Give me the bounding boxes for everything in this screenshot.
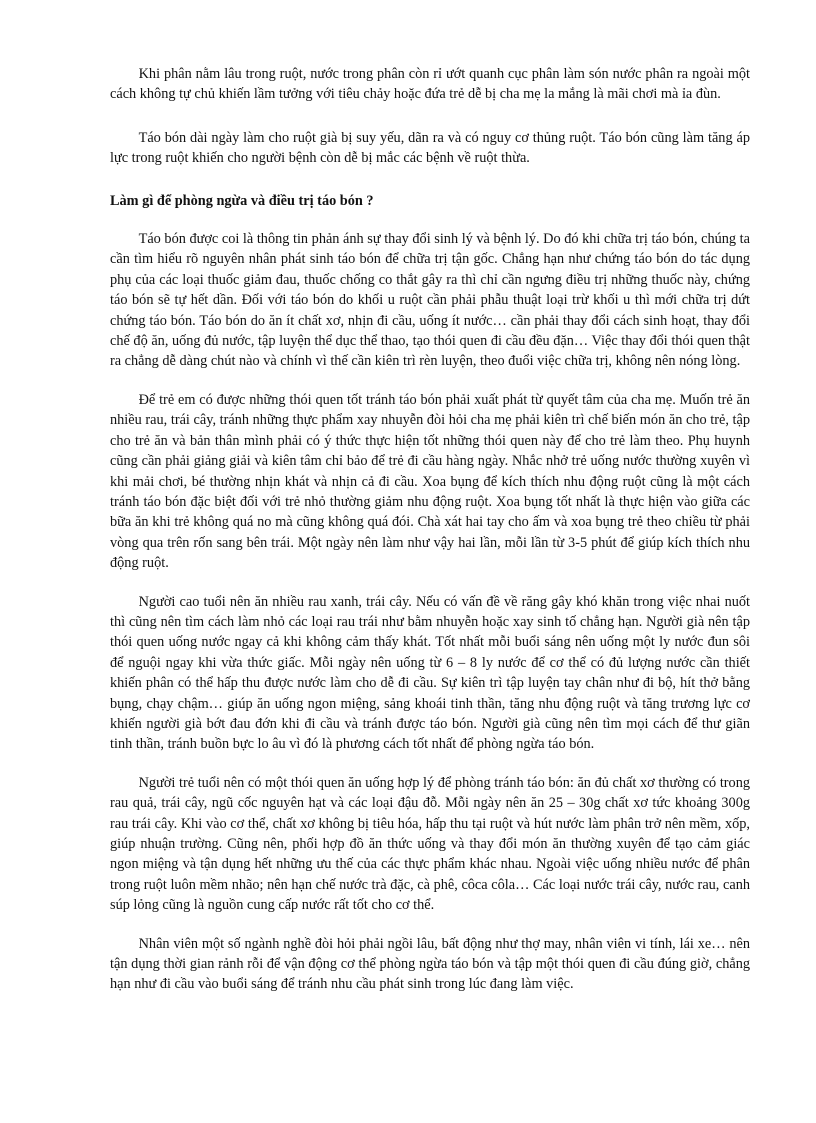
section-heading-prevention: Làm gì để phòng ngừa và điều trị táo bón ? (110, 192, 374, 209)
paragraph-treatment-causes: Táo bón được coi là thông tin phản ánh sự thay đổi sinh lý và bệnh lý. Do đó khi chữa trị táo bón, chúng ta cần tìm hiểu rõ nguyên nhân phát sinh táo bón để chữa trị tận gốc. Chẳng hạn như chứng táo bón do tác dụng phụ của các loại thuốc giảm đau, thuốc chống co thắt gây ra thì chỉ cần ngưng điều trị những thuốc này, chứng táo bón sẽ tự hết dần. Đối với táo bón do khối u ruột cần phải phẫu thuật loại trừ khối u thì mới chữa trị dứt chứng táo bón. Táo bón do ăn ít chất xơ, nhịn đi cầu, uống ít nước… cần phải thay đổi cách sinh hoạt, thay đổi chế độ ăn, uống đủ nước, tập luyện thể dục thể thao, tạo thói quen đi cầu đều đặn… Việc thay đổi thói quen thật ra chẳng dễ dàng chút nào và chính vì thế cần kiên trì rèn luyện, theo đuổi việc chữa trị, không nên nóng lòng. (110, 231, 750, 370)
paragraph-leakage: Khi phân nằm lâu trong ruột, nước trong phân còn rỉ ướt quanh cục phân làm són nước phân ra ngoài một cách không tự chủ khiến lầm tưởng với tiêu chảy hoặc đứa trẻ dễ bị cha mẹ la mắng là mãi chơi mà ỉa đùn. (110, 66, 750, 103)
paragraph-elderly: Người cao tuổi nên ăn nhiều rau xanh, trái cây. Nếu có vấn đề về răng gây khó khăn trong việc nhai nuốt thì cũng nên tìm cách làm nhỏ các loại rau trái như bằm nhuyễn hoặc xay sinh tố chẳng hạn. Người già nên tập thói quen uống nước ngay cả khi không cảm thấy khát. Tốt nhất mỗi buổi sáng nên uống một ly nước đun sôi để nguội ngay khi vừa thức giấc. Mỗi ngày nên uống từ 6 – 8 ly nước để cơ thể có đủ lượng nước cần thiết khiến phân có thể hấp thu được nước làm cho dễ đi cầu. Sự kiên trì tập luyện tay chân như đi bộ, hít thở bằng bụng, chạy chậm… giúp ăn uống ngon miệng, sảng khoái tinh thần, tăng nhu động ruột và tăng trương lực cơ khiến người già bớt đau đớn khi đi cầu và tránh được táo bón. Người già cũng nên tìm mọi cách để thư giãn tinh thần, tránh buồn bực lo âu vì đó là phương cách tốt nhất để phòng ngừa táo bón. (110, 593, 750, 753)
paragraph-office-workers: Nhân viên một số ngành nghề đòi hỏi phải ngồi lâu, bất động như thợ may, nhân viên vi tính, lái xe… nên tận dụng thời gian rảnh rỗi để vận động cơ thể phòng ngừa táo bón và tập một thói quen đi cầu đúng giờ, chẳng hạn như đi cầu vào buổi sáng để tránh nhu cầu phát sinh trong lúc đang làm việc. (110, 935, 750, 993)
paragraph-long-term-effects: Táo bón dài ngày làm cho ruột già bị suy yếu, dãn ra và có nguy cơ thủng ruột. Táo bón cũng làm tăng áp lực trong ruột khiến cho người bệnh còn dễ bị mắc các bệnh về ruột thừa. (110, 129, 750, 167)
paragraph-children: Để trẻ em có được những thói quen tốt tránh táo bón phải xuất phát từ quyết tâm của cha mẹ. Muốn trẻ ăn nhiều rau, trái cây, tránh những thực phẩm xay nhuyễn đòi hỏi cha mẹ phải kiên trì chế biến món ăn cho trẻ, tập cho trẻ ăn và bản thân mình phải có ý thức thực hiện tốt những thói quen này để cho trẻ làm theo. Phụ huynh cũng cần phải giảng giải và kiên tâm chỉ bảo để trẻ đi cầu hàng ngày. Nhắc nhở trẻ uống nước thường xuyên vì khi mải chơi, bé thường nhịn khát và nhịn cả đi cầu. Xoa bụng để kích thích nhu động ruột cũng là một cách tránh táo bón đặc biệt đối với trẻ nhỏ thường giảm nhu động ruột. Xoa bụng tốt nhất là thực hiện vào giữa các bữa ăn khi trẻ không quá no mà cũng không quá đói. Chà xát hai tay cho ấm và xoa bụng trẻ theo chiều từ phải vòng qua trên rốn sang bên trái. Một ngày nên làm như vậy hai lần, mỗi lần từ 3-5 phút để giúp kích thích nhu động ruột. (110, 391, 750, 572)
paragraph-young-people: Người trẻ tuổi nên có một thói quen ăn uống hợp lý để phòng tránh táo bón: ăn đủ chất xơ thường có trong rau quả, trái cây, ngũ cốc nguyên hạt và các loại đậu đỗ. Mỗi ngày nên ăn 25 – 30g chất xơ tức khoảng 300g rau trái cây. Khi vào cơ thể, chất xơ không bị tiêu hóa, hấp thu tại ruột và hút nước làm phân trở nên mềm, xốp, giúp nhuận trường. Cũng nên, phối hợp đồ ăn thức uống và thay đổi món ăn thường xuyên để tạo cảm giác ngon miệng và tận dụng hết những ưu thế của các thực phẩm khác nhau. Ngoài việc uống nhiều nước để phân trong ruột luôn mềm nhão; nên hạn chế nước trà đặc, cà phê, côca côla… Các loại nước trái cây, nước rau, canh súp lỏng cũng là nguồn cung cấp nước rất tốt cho cơ thể. (110, 774, 750, 914)
